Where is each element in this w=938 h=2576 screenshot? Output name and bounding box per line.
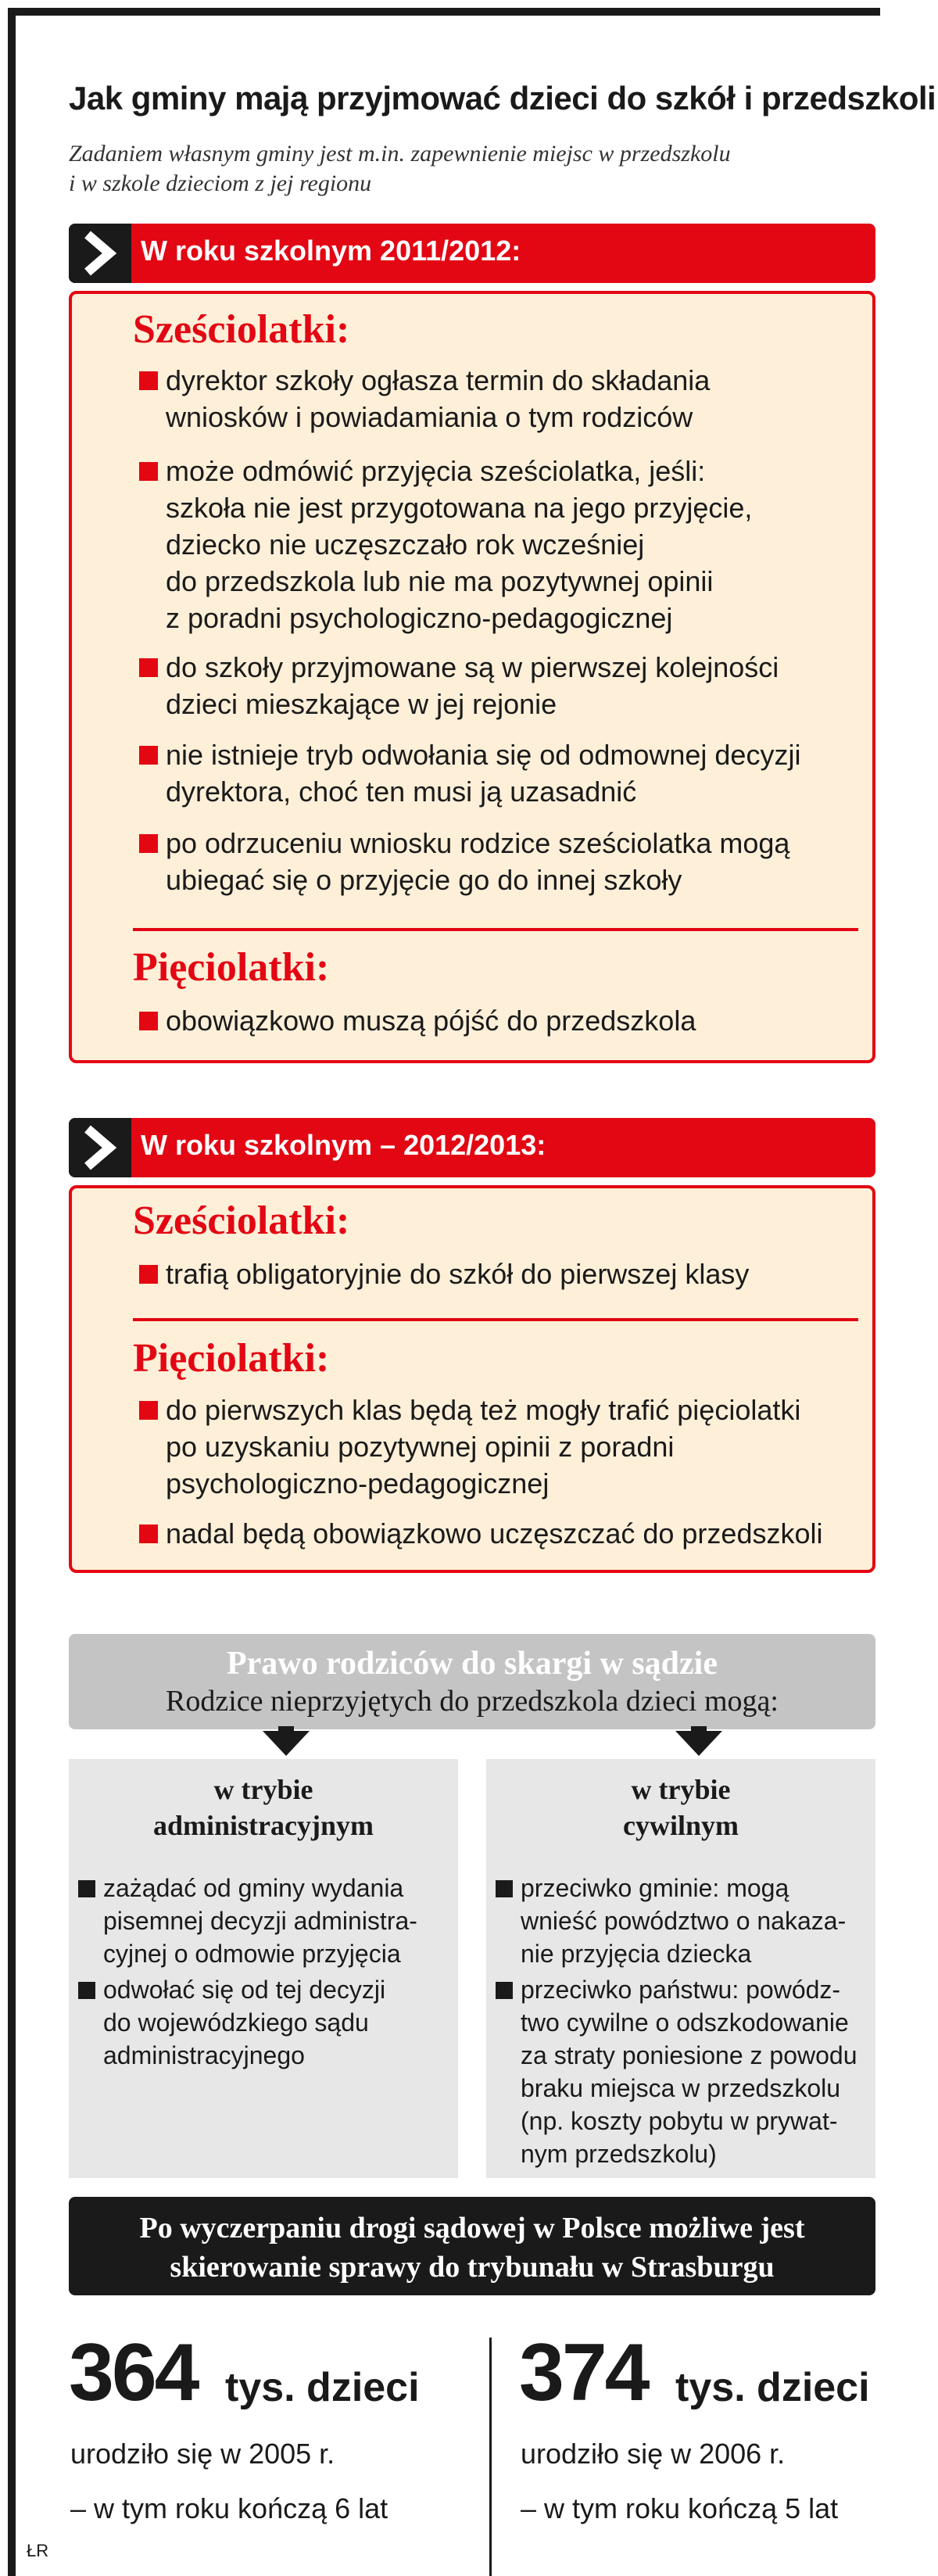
list-item-line: dziecko nie uczęszczało rok wcześniej bbox=[166, 528, 645, 561]
bullet-icon bbox=[139, 1401, 158, 1420]
list-item-line: nie przyjęcia dziecka bbox=[521, 1940, 752, 1968]
list-item-line: z poradni psychologiczno-pedagogicznej bbox=[166, 602, 673, 634]
list-item-line: przeciwko gminie: mogą bbox=[521, 1874, 789, 1902]
list-item-line: pisemnej decyzji administra- bbox=[103, 1907, 417, 1935]
chevron-right-icon bbox=[69, 1118, 131, 1177]
rights-subtitle: Rodzice nieprzyjętych do przedszkola dzieci mogą: bbox=[166, 1685, 779, 1718]
stat-2006-unit: tys. dzieci bbox=[675, 2365, 870, 2410]
list-item-line: trafią obligatoryjnie do szkół do pierwszej klasy bbox=[166, 1258, 750, 1290]
strasbourg-line-2: skierowanie sprawy do trybunału w Strasburgu bbox=[170, 2251, 775, 2284]
list-item-line: nadal będą obowiązkowo uczęszczać do przedszkoli bbox=[166, 1517, 823, 1550]
list-item-line: two cywilne o odszkodowanie bbox=[521, 2008, 849, 2037]
stat-2005-line-2: – w tym roku kończą 6 lat bbox=[70, 2492, 388, 2524]
frame-top-border bbox=[8, 8, 880, 16]
strasbourg-note bbox=[69, 2197, 875, 2295]
stat-2006-number: 374 bbox=[519, 2327, 648, 2418]
bullet-icon bbox=[139, 658, 158, 677]
page-title: Jak gminy mają przyjmować dzieci do szkół i przedszkoli bbox=[69, 80, 936, 116]
list-item-line: zażądać od gminy wydania bbox=[103, 1874, 404, 1902]
civil-title-line-1: w trybie bbox=[631, 1774, 731, 1805]
bullet-icon bbox=[139, 834, 158, 853]
list-item-line: psychologiczno-pedagogicznej bbox=[166, 1467, 550, 1499]
five-year-olds-heading-2012: Pięciolatki: bbox=[133, 1336, 330, 1381]
chevron-right-icon bbox=[69, 224, 131, 283]
author-credit: ŁR bbox=[27, 2541, 49, 2560]
list-item-line: dzieci mieszkające w jej rejonie bbox=[166, 688, 557, 720]
list-item-line: odwołać się od tej decyzji bbox=[103, 1976, 386, 2004]
stat-2006-line-1: urodziło się w 2006 r. bbox=[521, 2438, 786, 2470]
list-item-line: za straty poniesione z powodu bbox=[521, 2041, 857, 2069]
year-2011-header-text: W roku szkolnym 2011/2012: bbox=[141, 235, 521, 267]
list-item-line: szkoła nie jest przygotowana na jego przyjęcie, bbox=[166, 492, 753, 524]
bullet-icon bbox=[139, 371, 158, 390]
list-item-line: (np. koszty pobytu w prywat- bbox=[521, 2107, 838, 2135]
administrative-title-line-1: w trybie bbox=[213, 1774, 313, 1805]
list-item-line: administracyjnego bbox=[103, 2041, 305, 2069]
list-item-line: ubiegać się o przyjęcie go do innej szkoły bbox=[166, 864, 682, 896]
list-item-line: dyrektora, choć ten musi ją uzasadnić bbox=[166, 776, 637, 808]
bullet-icon bbox=[139, 1524, 158, 1543]
stat-2006-line-2: – w tym roku kończą 5 lat bbox=[521, 2492, 839, 2524]
arrow-down-icon bbox=[675, 1731, 722, 1756]
year-2012-header-text: W roku szkolnym – 2012/2013: bbox=[141, 1129, 546, 1161]
stat-2005-number: 364 bbox=[69, 2327, 198, 2418]
list-item-line: może odmówić przyjęcia sześciolatka, jeśli: bbox=[166, 455, 706, 487]
year-2012-header bbox=[69, 1118, 875, 1177]
list-item-line: po odrzuceniu wniosku rodzice sześciolatka mogą bbox=[166, 827, 790, 859]
administrative-column bbox=[69, 1759, 458, 2178]
list-item-line: do szkoły przyjmowane są w pierwszej kolejności bbox=[166, 651, 779, 683]
rights-title: Prawo rodziców do skargi w sądzie bbox=[226, 1646, 718, 1682]
administrative-title-line-2: administracyjnym bbox=[153, 1810, 374, 1841]
list-item-line: wnieść powództwo o nakaza- bbox=[521, 1907, 847, 1935]
bullet-icon bbox=[78, 1982, 95, 1999]
bullet-icon bbox=[139, 462, 158, 481]
strasbourg-line-1: Po wyczerpaniu drogi sądowej w Polsce możliwe jest bbox=[139, 2212, 805, 2245]
list-item-line: do przedszkola lub nie ma pozytywnej opinii bbox=[166, 565, 714, 597]
section-divider bbox=[133, 1318, 858, 1321]
year-2011-header bbox=[69, 224, 875, 283]
list-item-line: nie istnieje tryb odwołania się od odmownej decyzji bbox=[166, 739, 801, 771]
list-item-line: braku miejsca w przedszkolu bbox=[521, 2074, 841, 2102]
list-item-line: obowiązkowo muszą pójść do przedszkola bbox=[166, 1005, 696, 1037]
civil-title-line-2: cywilnym bbox=[623, 1810, 739, 1841]
stat-2005-unit: tys. dzieci bbox=[225, 2365, 420, 2410]
bullet-icon bbox=[496, 1982, 513, 1999]
list-item-line: wniosków i powiadamiania o tym rodziców bbox=[166, 401, 693, 433]
five-year-olds-heading-2011: Pięciolatki: bbox=[133, 945, 330, 990]
six-year-olds-heading-2011: Sześciolatki: bbox=[133, 307, 350, 352]
bullet-icon bbox=[496, 1880, 513, 1897]
list-item-line: przeciwko państwu: powódz- bbox=[521, 1976, 841, 2004]
list-item-line: cyjnej o odmowie przyjęcia bbox=[103, 1940, 401, 1968]
list-item-line: do wojewódzkiego sądu bbox=[103, 2008, 369, 2037]
list-item-line: do pierwszych klas będą też mogły trafić pięciolatki bbox=[166, 1394, 801, 1426]
bullet-icon bbox=[78, 1880, 95, 1897]
bullet-icon bbox=[139, 1012, 158, 1030]
subtitle-line-1: Zadaniem własnym gminy jest m.in. zapewnienie miejsc w przedszkolu bbox=[69, 141, 731, 167]
arrow-down-icon bbox=[263, 1731, 310, 1756]
list-item-line: dyrektor szkoły ogłasza termin do składania bbox=[166, 364, 711, 396]
bullet-icon bbox=[139, 1265, 158, 1284]
civil-column bbox=[486, 1759, 875, 2178]
stat-2005-line-1: urodziło się w 2005 r. bbox=[70, 2438, 335, 2470]
bullet-icon bbox=[139, 746, 158, 765]
stats-separator bbox=[489, 2338, 492, 2576]
frame-left-border bbox=[8, 8, 16, 2576]
six-year-olds-heading-2012: Sześciolatki: bbox=[133, 1198, 350, 1243]
list-item-line: po uzyskaniu pozytywnej opinii z poradni bbox=[166, 1431, 675, 1463]
section-divider bbox=[133, 928, 858, 931]
list-item-line: nym przedszkolu) bbox=[521, 2140, 717, 2168]
subtitle-line-2: i w szkole dzieciom z jej regionu bbox=[69, 170, 372, 196]
rights-header bbox=[69, 1634, 875, 1729]
